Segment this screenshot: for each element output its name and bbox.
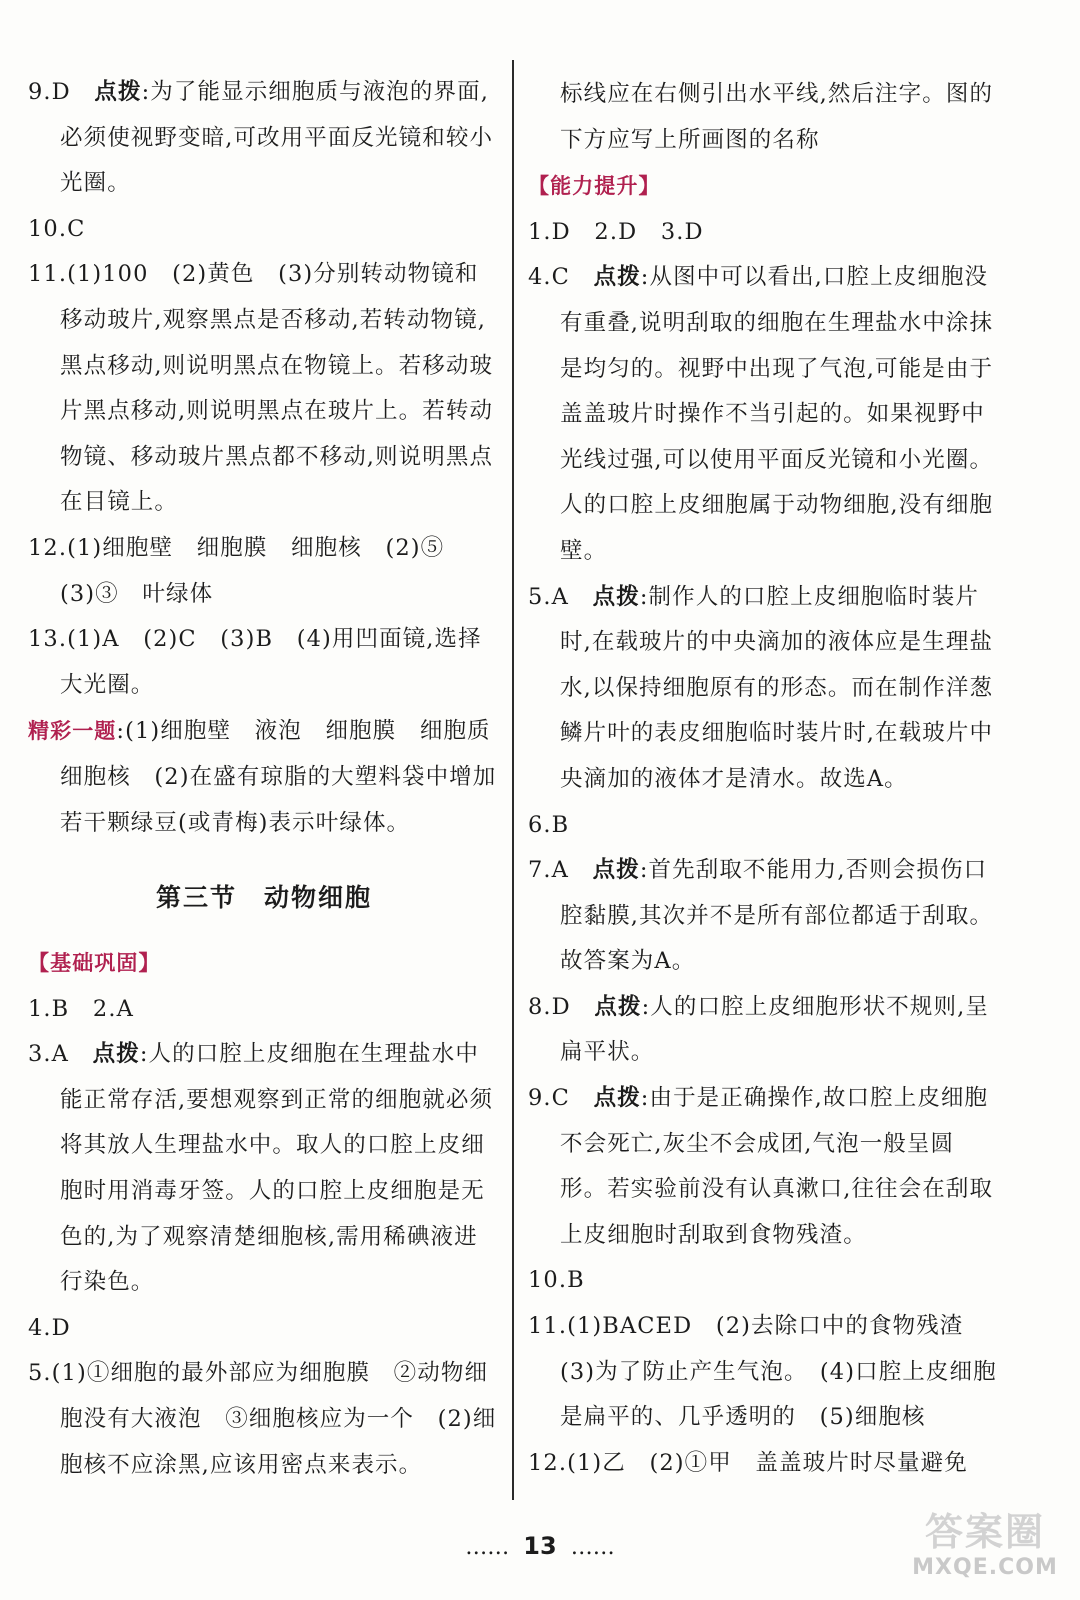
column-divider: [512, 60, 514, 1500]
left-column: [28, 70, 515, 1488]
answer-text: :由于是正确操作,故口腔上皮细胞不会死亡,灰尘不会成团,气泡一般呈圆形。若实验前没有认真漱口,往往会在刮取上皮细胞时刮取到食物残渣。: [560, 1085, 994, 1248]
page-number: 13: [523, 1532, 557, 1560]
answer-5: 5.(1)①细胞的最外部应为细胞膜 ②动物细胞没有大液泡 ③细胞核应为一个 (2)细胞核不应涂黑,应该用密点来表示。: [28, 1360, 497, 1478]
ability-heading: [528, 163, 998, 210]
answer-number: 9.D: [28, 79, 71, 105]
answer-12: 12.(1)乙 (2)①甲 盖盖玻片时尽量避免: [528, 1449, 968, 1476]
watermark-logo: [910, 1510, 1060, 1590]
answer-4: [528, 255, 998, 574]
section-title: 第三节 动物细胞: [155, 883, 372, 913]
answer-text: :首先刮取不能用力,否则会损伤口腔黏膜,其次并不是所有部位都适于刮取。故答案为A。: [560, 857, 994, 975]
answer-12: 12.(1)细胞壁 细胞膜 细胞核 (2)⑤ (3)③ 叶绿体: [28, 534, 468, 607]
watermark-bottom: MXQE.COM: [912, 1555, 1058, 1580]
answer-10: 10.B: [528, 1267, 585, 1294]
answer-10: 10.C: [28, 215, 86, 242]
ability-tag: 【能力提升】: [528, 173, 661, 199]
answer-3: [28, 1032, 500, 1306]
hint-label: 点拨: [92, 1041, 140, 1068]
footer-dots-left: ……: [465, 1535, 510, 1560]
answer-1-3: 1.D 2.D 3.D: [528, 218, 704, 245]
answer-11: 11.(1)BACED (2)去除口中的食物残渣 (3)为了防止产生气泡。 (4)口腔上皮细胞是扁平的、几乎透明的 (5)细胞核: [528, 1313, 997, 1431]
answer-number: 7.A: [528, 857, 570, 884]
continuation-text: 标线应在右侧引出水平线,然后注字。图的下方应写上所画图的名称: [560, 81, 994, 153]
hint-label: 点拨: [94, 79, 142, 105]
answer-text: :制作人的口腔上皮细胞临时装片时,在载玻片的中央滴加的液体应是生理盐水,以保持细胞原有的形态。而在制作洋葱鳞片叶的表皮细胞临时装片时,在载玻片中央滴加的液体才是清水。故选A。: [560, 583, 994, 792]
answer-11: 11.(1)100 (2)黄色 (3)分别转动物镜和移动玻片,观察黑点是否移动,若转动物镜,黑点移动,则说明黑点在物镜上。若移动玻片黑点移动,则说明黑点在玻片上。若转动物镜、移动玻片黑点都不移动,则说明黑点在目镜上。: [28, 261, 494, 516]
answer-number: 5.A: [528, 583, 570, 610]
answer-number: 8.D: [528, 993, 571, 1020]
answer-9: [28, 70, 500, 207]
answer-13: 13.(1)A (2)C (3)B (4)用凹面镜,选择大光圈。: [28, 626, 482, 698]
answer-number: 9.C: [528, 1085, 570, 1112]
answer-text: :人的口腔上皮细胞形状不规则,呈扁平状。: [560, 993, 989, 1066]
hint-label: 点拨: [592, 857, 640, 884]
hint-label: 点拨: [594, 993, 642, 1020]
answer-number: 4.C: [528, 264, 570, 291]
answer-1-2: 1.B 2.A: [28, 995, 134, 1022]
answer-text: :为了能显示细胞质与液泡的界面,必须使视野变暗,可改用平面反光镜和较小光圈。: [60, 79, 494, 197]
right-column: [528, 0, 998, 1486]
answer-text: :从图中可以看出,口腔上皮细胞没有重叠,说明刮取的细胞在生理盐水中涂抹是均匀的。视野中出现了气泡,可能是由于盖盖玻片时操作不当引起的。如果视野中光线过强,可以使用平面反光镜和小光圈。人的口腔上皮细胞属于动物细胞,没有细胞壁。: [560, 264, 994, 564]
hint-label: 点拨: [593, 264, 641, 291]
answer-text: :人的口腔上皮细胞在生理盐水中能正常存活,要想观察到正常的细胞就必须将其放人生理盐水中。取人的口腔上皮细胞时用消毒牙签。人的口腔上皮细胞是无色的,为了观察清楚细胞核,需用稀碘液进行染色。: [60, 1041, 494, 1296]
basic-heading: [28, 940, 500, 987]
footer-dots-right: ……: [570, 1535, 615, 1560]
answer-text: :(1)细胞壁 液泡 细胞膜 细胞质 细胞核 (2)在盛有琼脂的大塑料袋中增加若干颗绿豆(或青梅)表示叶绿体。: [60, 718, 515, 836]
hint-label: 点拨: [593, 1085, 641, 1112]
answer-5: [528, 575, 998, 803]
basic-tag: 【基础巩固】: [28, 950, 161, 976]
answer-7: [528, 848, 998, 985]
answer-8: [528, 985, 998, 1076]
hint-label: 点拨: [592, 583, 640, 610]
answer-9: [528, 1076, 998, 1258]
answer-number: 3.A: [28, 1041, 70, 1068]
jingcai-answer: [28, 708, 515, 846]
answer-6: 6.B: [528, 811, 570, 838]
watermark-top: 答案圈: [924, 1510, 1045, 1554]
answer-4: 4.D: [28, 1314, 71, 1341]
jingcai-tag: 精彩一题: [28, 718, 117, 744]
